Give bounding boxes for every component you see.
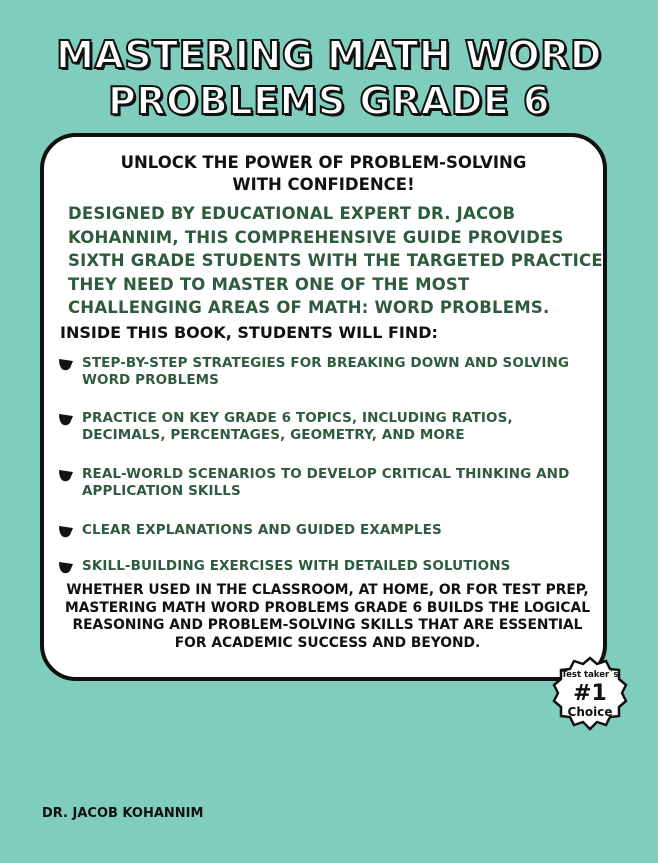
badge-top-text: Test taker´s	[561, 670, 619, 680]
shield-bullet-icon	[58, 525, 74, 539]
cover-title	[0, 32, 658, 124]
list-item	[58, 355, 598, 389]
list-item-text: SKILL-BUILDING EXERCISES WITH DETAILED SOLUTIONS	[82, 558, 511, 574]
shield-bullet-icon	[58, 561, 74, 575]
badge-bottom-text: Choice	[567, 705, 613, 719]
intro-paragraph: DESIGNED BY EDUCATIONAL EXPERT DR. JACOB KOHANNIM, THIS COMPREHENSIVE GUIDE PROVIDES SIXTH GRADE STUDENTS WITH THE TARGETED PRACTICE THEY NEED TO MASTER ONE OF THE MOST CHALLENGING AREAS OF MATH: WORD PROBLEMS.	[68, 204, 603, 317]
inside-heading: INSIDE THIS BOOK, STUDENTS WILL FIND:	[60, 323, 438, 342]
list-item-text: REAL-WORLD SCENARIOS TO DEVELOP CRITICAL THINKING AND APPLICATION SKILLS	[82, 466, 570, 499]
subtitle	[44, 152, 603, 196]
list-item	[58, 410, 598, 444]
list-item	[58, 466, 598, 500]
subtitle-line1: UNLOCK THE POWER OF PROBLEM-SOLVING	[120, 153, 527, 172]
list-item-text: PRACTICE ON KEY GRADE 6 TOPICS, INCLUDING RATIOS, DECIMALS, PERCENTAGES, GEOMETRY, AND MORE	[82, 410, 513, 443]
list-item	[58, 522, 598, 539]
closing-paragraph: WHETHER USED IN THE CLASSROOM, AT HOME, OR FOR TEST PREP, MASTERING MATH WORD PROBLEMS GRADE 6 BUILDS THE LOGICAL REASONING AND PROBLEM-SOLVING SKILLS THAT ARE ESSENTIAL FOR ACADEMIC SUCCESS AND BEYOND.	[64, 582, 590, 651]
shield-bullet-icon	[58, 469, 74, 483]
list-item-text: CLEAR EXPLANATIONS AND GUIDED EXAMPLES	[82, 522, 442, 538]
subtitle-line2: WITH CONFIDENCE!	[232, 175, 415, 194]
seal-badge-icon	[552, 656, 628, 732]
author-name: DR. JACOB KOHANNIM	[42, 806, 204, 821]
badge-mid-text: #1	[573, 681, 607, 706]
shield-bullet-icon	[58, 358, 74, 372]
list-item	[58, 558, 598, 575]
cover-title-line2: PROBLEMS GRADE 6	[108, 79, 550, 123]
description-card	[40, 133, 607, 681]
cover-title-line1: MASTERING MATH WORD	[56, 33, 602, 77]
list-item-text: STEP-BY-STEP STRATEGIES FOR BREAKING DOWN AND SOLVING WORD PROBLEMS	[82, 355, 570, 388]
shield-bullet-icon	[58, 413, 74, 427]
